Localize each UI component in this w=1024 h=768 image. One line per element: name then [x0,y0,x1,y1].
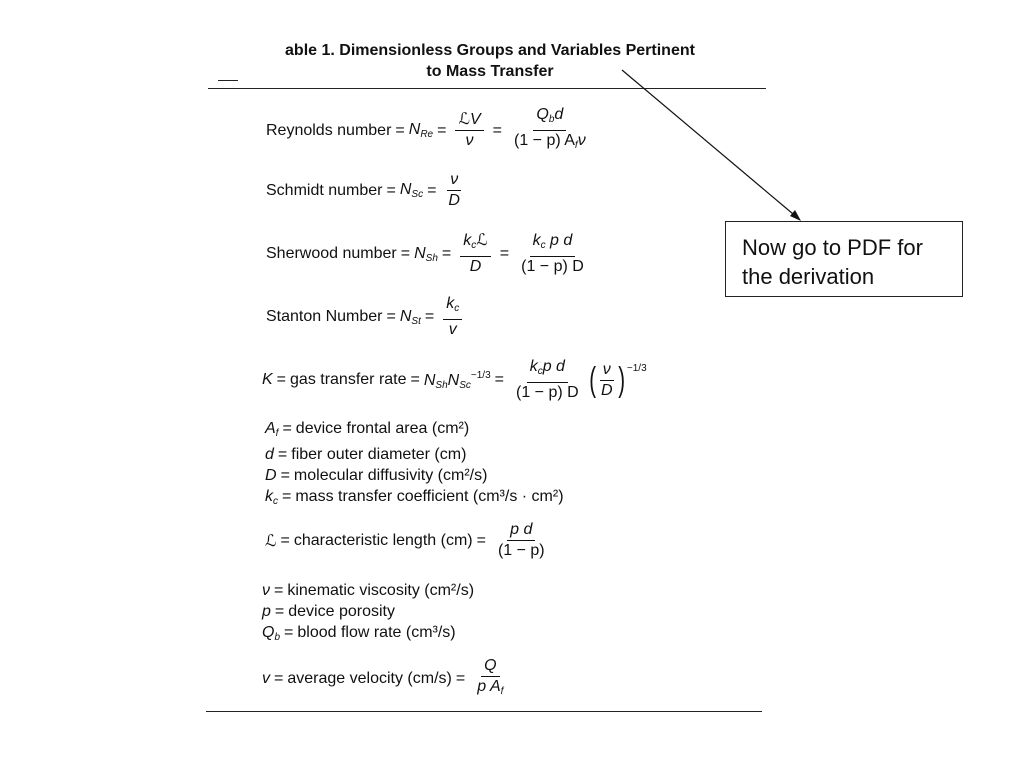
note-box: Now go to PDF for the derivation [725,221,963,297]
definition-item: ν = kinematic viscosity (cm²/s) [262,582,475,599]
characteristic-length-equation: ℒ = characteristic length (cm) = $\frac{\text{p d}}{(1 - p)}$ [265,520,553,561]
reynolds-label: Reynolds number [266,121,392,139]
stanton-label: Stanton Number [266,308,383,325]
schmidt-fraction: $\frac{\nu}{D}$ [448,171,460,209]
sherwood-fraction-2: $\frac{k_c p d}{(1 - p) D}$ [521,232,584,275]
table-title-line2: to Mass Transfer [426,63,554,80]
gas-transfer-label: gas transfer rate [290,371,407,388]
definitions-list-b [262,580,474,648]
definitions-list-a [265,418,564,512]
stanton-fraction: $\frac{k_c}{v}$ [443,294,462,340]
reynolds-equation: Reynolds number = $N_{Re}$ = $\frac{\text{ℒV}}{\nu}$ = $\frac{Q_bd}{(1 - p) A_f\nu}$ [266,105,594,156]
characteristic-length-fraction: $\frac{\text{p d}}{(1 - p)}$ [497,521,545,559]
definition-item: d = fiber outer diameter (cm) [265,446,467,463]
definition-item: D = molecular diffusivity (cm²/s) [265,467,488,484]
reynolds-fraction-1: $\frac{\text{ℒV}}{\nu}$ [455,110,483,151]
characteristic-length-label: characteristic length (cm) [293,531,473,549]
definition-item: $A_f$ = device frontal area (cm²) [265,420,470,439]
definition-item: $k_c$ = mass transfer coefficient (cm³/s · cm²) [265,488,564,507]
schmidt-equation: Schmidt number = $N_{Sc}$ = $\frac{\nu}{D}$ [266,170,468,211]
velocity-fraction: $\frac{Q}{p A_f}$ [477,657,504,697]
gas-transfer-equation: K = gas transfer rate = $N_{Sh}N_{Sc}^{-1/3}$ = $\frac{k_cp d}{(1 - p) D}$ ( $\frac{\nu}{D}$ ) $^{-1/3}$ [262,358,647,401]
schmidt-label: Schmidt number [266,181,383,199]
gas-fraction-2: $\frac{\nu}{D}$ [601,360,613,399]
velocity-label: average velocity (cm/s) [287,670,452,687]
sherwood-fraction-1: $\frac{k_cℒ}{D}$ [460,231,491,277]
table-title-line1: able 1. Dimensionless Groups and Variables Pertinent [285,42,695,59]
stanton-equation: Stanton Number = $N_{St}$ = $\frac{k_c}{v}$ [266,294,467,340]
sherwood-label: Sherwood number [266,245,397,262]
definition-item: p = device porosity [262,603,395,620]
reynolds-fraction-2: $\frac{Q_bd}{(1 - p) A_f\nu}$ [514,106,586,151]
gas-fraction-1: $\frac{k_cp d}{(1 - p) D}$ [515,358,579,401]
sherwood-equation: Sherwood number = $N_{Sh}$ = $\frac{k_cℒ}{D}$ = $\frac{k_c p d}{(1 - p) D}$ [266,231,592,277]
definition-item: $Q_b$ = blood flow rate (cm³/s) [262,624,456,643]
velocity-equation: v = average velocity (cm/s) = $\frac{Q}{p A_f}$ [262,656,511,702]
